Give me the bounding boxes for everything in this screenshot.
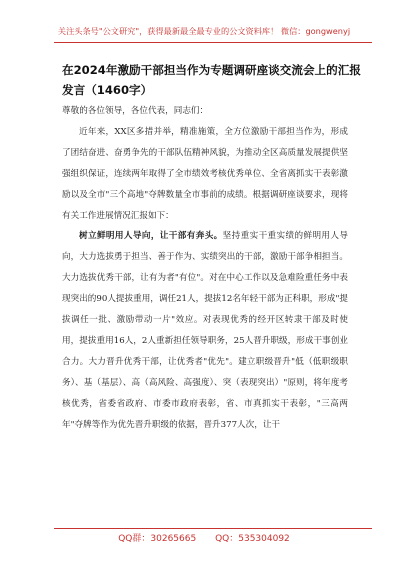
header-divider: [54, 42, 372, 43]
section-1-paragraph: [62, 226, 348, 435]
header-note: 关注头条号"公文研究"，获得最新最全最专业的公文资料库！ 微信：gongwenyj: [57, 26, 351, 36]
footer: [0, 531, 408, 544]
section-1-text: 坚持重实干重实绩的鲜明用人导向，大力选拔勇于担当、善于作为、实绩突出的干部，激励干部争相担当。大力选拔优秀干部，让有为者"有位"。对在中心工作以及急难险重任务中表现突出的90人提拔重用，调任21人，提拔12名年轻干部为正科职，形成"提拔调任一批、激励带动一片"效应。对表现优秀的经开区转隶干部及时使用，提拔重用16人，2人重新担任领导职务，25人晋升职级，形成干事创业合力。大力晋升优秀干部，让优秀者"优先"。建立职级晋升"低（低职级职务）、基（基层）、高（高风险、高强度）、突（表现突出）"原则，将年度考核优秀，省委省政府、市委市政府表彰，省、市真抓实干表彰，"三高两年"夺牌等作为优先晋升职级的依据，晋升377人次，让干: [62, 231, 348, 430]
document-title: 在2024年激励干部担当作为专题调研座谈交流会上的汇报发言（1460字）: [62, 63, 361, 97]
footer-qq-group: QQ群：30265665: [118, 534, 197, 544]
footer-qq: QQ：535304092: [215, 534, 290, 544]
paragraph-intro: 近年来，XX区多措并举，精准施策，全方位激励干部担当作为，形成了团结奋进、奋勇争先的干部队伍精神风貌，为推动全区高质量发展提供坚强组织保证，连续两年取得了全市绩效考核优秀单位、全省离抓实干表彰激励以及全市"三个高地"夺牌数量全市事前的成绩。根据调研座谈要求，现将有关工作进展情况汇报如下：: [62, 126, 348, 221]
section-1-lead: 树立鲜明用人导向，让干部有奔头。: [79, 231, 223, 242]
document-body: [62, 101, 348, 436]
footer-divider: [54, 528, 372, 529]
salutation: 尊敬的各位领导，各位代表，同志们：: [62, 106, 209, 116]
